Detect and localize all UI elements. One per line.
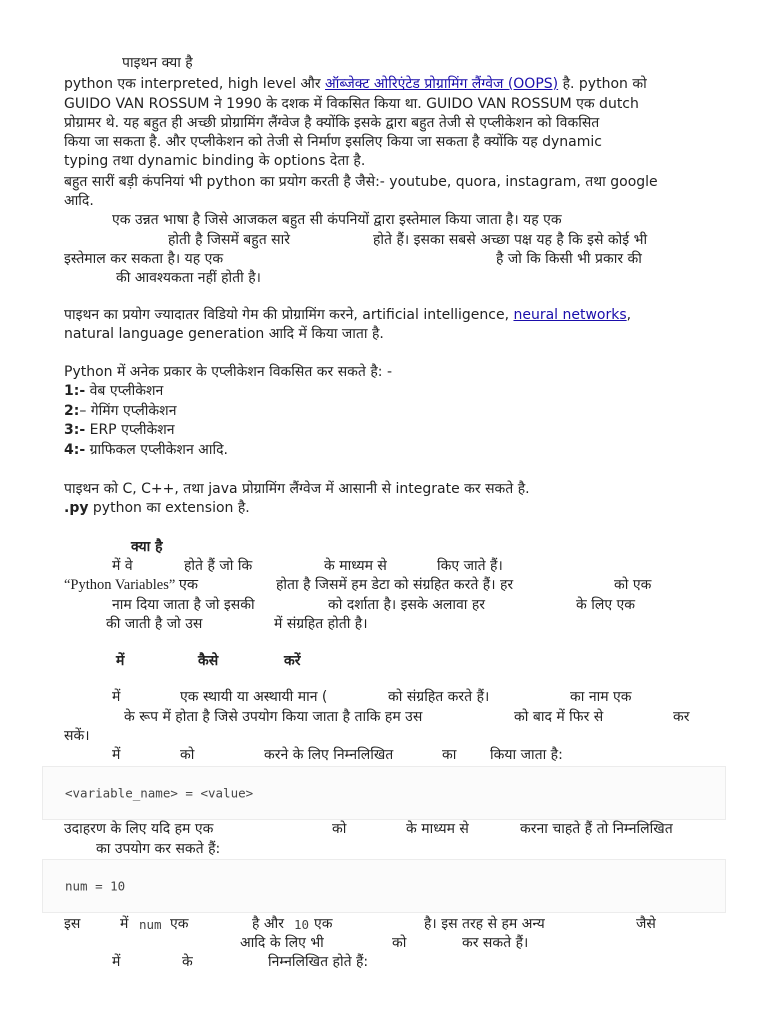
code-example: num = 10 [65,878,126,894]
code-block-example [42,859,726,913]
variables-heading: क्या है [131,539,163,555]
oops-link[interactable]: ऑब्जेक्ट ओरिएंटेड प्रोग्रामिंग लैंग्वेज (OOPS) [325,76,559,92]
intro-title: पाइथन क्या है [122,55,193,71]
intro-line-1-text-a: python एक interpreted, high level और [64,76,326,92]
document-page: पाइथन क्या है python एक interpreted, high level और ऑब्जेक्ट ओरिएंटेड प्रोग्रामिंग लैंग्वेज (OOPS) है. python को GUIDO VAN ROSSUM ने 1990 के दशक में विकसित किया था. GUIDO VAN ROSSUM एक dutch प्रोग्रामर थे. यह बहुत ही अच्छी प्रोग्रामिंग लैंग्वेज है क्योंकि इसके द्वारा बहुत तेजी से एप्लीकेशन को विकसित किया जा सकता है. और एप्लीकेशन को तेजी से निर्माण इसलिए किया जा सकता है क्योंकि यह dynamic typing तथा dynamic binding के options देता है. बहुत सारीं बड़ी कंपनियां भी python का प्रयोग करती है जैसे:- youtube, quora, instagram, तथा google आदि. एक उन्नत भाषा है जिसे आजकल बहुत सी कंपनियों द्वारा इस्तेमाल किया जाता है। यह एक होती है जिसमें बहुत सारे होते हैं। इसका सबसे अच्छा पक्ष यह है कि इसे कोई भी इस्तेमाल कर सकता है। यह एक है जो कि किसी भी प्रकार की की आवश्यकता नहीं होती है। पाइथन का प्रयोग ज्यादातर विडियो गेम की प्रोग्रामिंग करने, artificial intelligence, neural networks, natural language generation आदि में किया जाता है. Python में अनेक प्रकार के एप्लीकेशन विकसित कर सकते है: - 1:- वेब एप्लीकेशन 2:– गेमिंग एप्लीकेशन 3:- ERP एप्लीकेशन 4:- ग्राफिकल एप्लीकेशन आदि. पाइथन को C, C++, तथा java प्रोग्रामिंग लैंग्वेज में आसानी से integrate कर सकते है. .py python का extension है. क्या है में वे होते हैं जो कि के माध्यम से किए जाते हैं। “Python Variables” एक होता है जिसमें हम डेटा को संग्रहित करते हैं। हर को एक नाम दिया जाता है जो इसकी को दर्शाता है। इसके अलावा हर के लिए एक की जाती है जो उस में संग्रहित होती है। में कैसे करें में एक स्थायी या अस्थायी मान ( को संग्रहित करते हैं। का नाम एक के रूप में होता है जिसे उपयोग किया जाता है ताकि हम उस को बाद में फिर से कर सकें। में को करने के लिए निम्नलिखित का किया जाता है: <variable_name> = <value> उदाहरण के लिए यदि हम एक को के माध्यम से करना चाहते हैं तो निम्नलिखित का उपयोग कर सकते हैं: num = 10 इस में num एक है और 10 एक है। इस तरह से हम अन्य जैसे आदि के लिए भी को कर सकते हैं। में के निम्नलिखित होते हैं: [0,0,768,1024]
code-block-syntax [42,766,726,820]
code-syntax: <variable_name> = <value> [65,785,254,801]
neural-networks-link[interactable]: neural networks [513,307,627,323]
intro-line-1-text-b: है. python को [558,76,647,92]
